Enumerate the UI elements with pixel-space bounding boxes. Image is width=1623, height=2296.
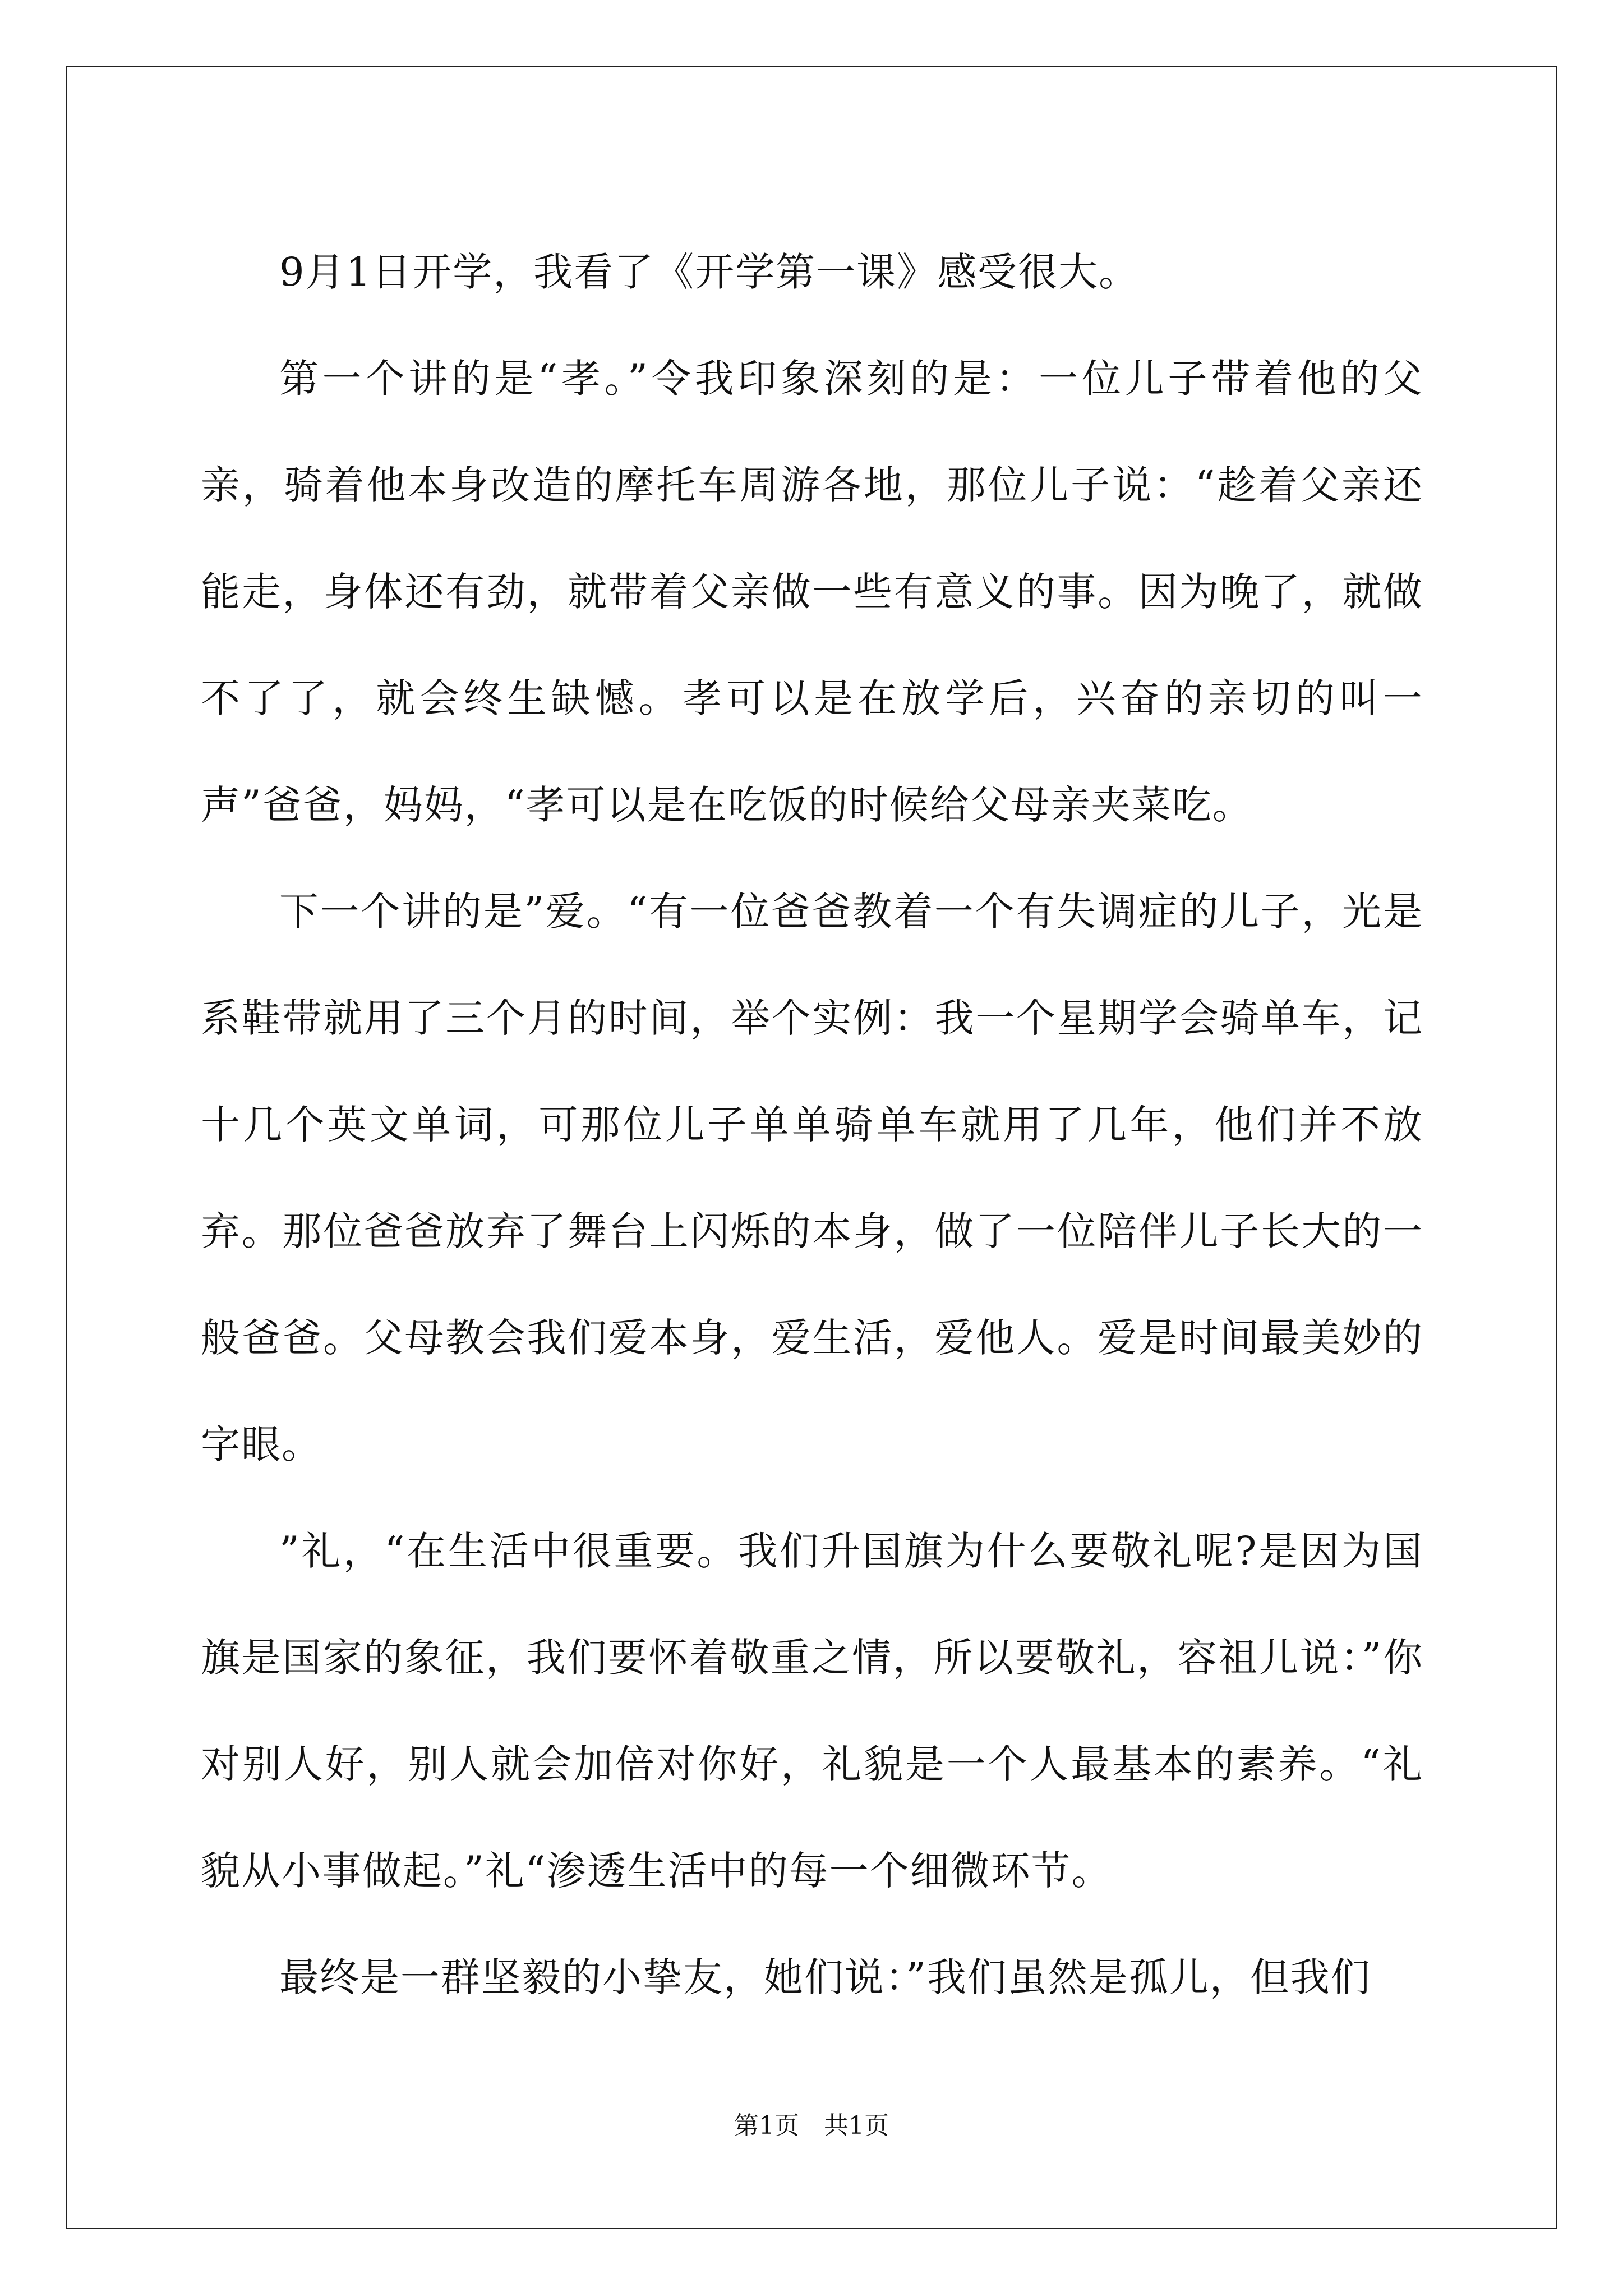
page-total: 共1页 bbox=[824, 2111, 889, 2140]
page-footer bbox=[0, 2109, 1623, 2143]
paragraph: 下一个讲的是”爱。“有一位爸爸教着一个有失调症的儿子，光是系鞋带就用了三个月的时间，举个实例：我一个星期学会骑单车，记十几个英文单词，可那位儿子单单骑单车就用了几年，他们并不放弃。那位爸爸放弃了舞台上闪烁的本身，做了一位陪伴儿子长大的一般爸爸。父母教会我们爱本身，爱生活，爱他人。爱是时间最美妙的字眼。 bbox=[201, 889, 1423, 1467]
document-body bbox=[201, 219, 1423, 2031]
paragraph: 9月1日开学，我看了《开学第一课》感受很大。 bbox=[279, 249, 1140, 295]
paragraph: ”礼，“在生活中很重要。我们升国旗为什么要敬礼呢?是因为国旗是国家的象征，我们要怀着敬重之情，所以要敬礼，容祖儿说：”你对别人好，别人就会加倍对你好，礼貌是一个人最基本的素养。“礼貌从小事做起。”礼“渗透生活中的每一个细微环节。 bbox=[201, 1528, 1423, 1894]
page-number: 第1页 bbox=[734, 2111, 799, 2140]
paragraph: 最终是一群坚毅的小挚友，她们说：”我们虽然是孤儿，但我们 bbox=[279, 1954, 1371, 2000]
paragraph: 第一个讲的是“孝。”令我印象深刻的是：一位儿子带着他的父亲，骑着他本身改造的摩托车周游各地，那位儿子说：“趁着父亲还能走，身体还有劲，就带着父亲做一些有意义的事。因为晚了，就做不了了，就会终生缺憾。孝可以是在放学后，兴奋的亲切的叫一声”爸爸，妈妈，“孝可以是在吃饭的时候给父母亲夹菜吃。 bbox=[201, 356, 1423, 828]
